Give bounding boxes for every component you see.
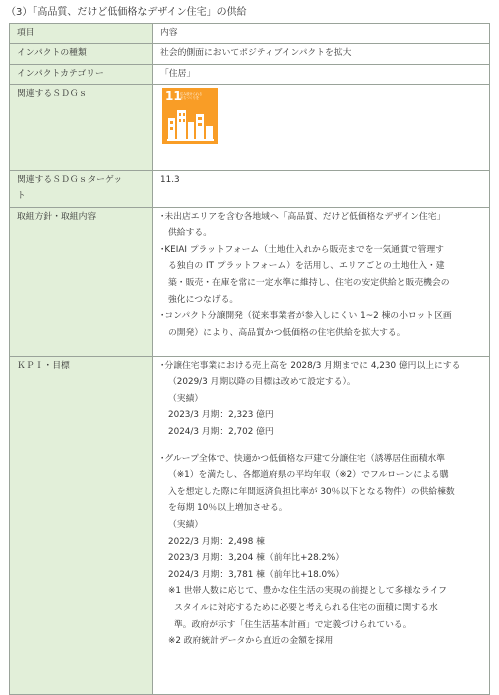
sdg-caption xyxy=(180,92,202,100)
row-label: 取組方針・取組内容 xyxy=(10,207,153,356)
row-value: 社会的側面においてポジティブインパクトを拡大 xyxy=(153,43,490,64)
text-line: 供給する。 xyxy=(168,228,212,239)
row-value xyxy=(153,356,490,694)
table-header-row xyxy=(10,24,490,44)
result-line: 2023/3 月期：2,323 億円 xyxy=(168,410,274,421)
row-label: インパクトの種類 xyxy=(10,43,153,64)
impact-table xyxy=(9,23,490,695)
row-value xyxy=(153,84,490,170)
text-line: （2029/3 月期以降の目標は改めて設定する）。 xyxy=(168,377,356,388)
sdg-caption-line: まちづくりを xyxy=(180,95,200,100)
footnote-line: ※1 世帯人数に応じて、豊かな住生活の実現の前提として多様なライフ xyxy=(168,586,447,597)
result-line: 2023/3 月期：3,204 棟（前年比+28.2%） xyxy=(168,553,345,564)
result-line: 2024/3 月期：3,781 棟（前年比+18.0%） xyxy=(168,569,345,580)
text-line: （※1）を満たし、各都道府県の平均年収（※2）でフルローンによる購 xyxy=(168,470,449,481)
text-line: を毎期 10％以上増加させる。 xyxy=(168,503,288,514)
table-row xyxy=(10,84,490,170)
text-line: ･未出店エリアを含む各地域へ「高品質、だけど低価格なデザイン住宅」 xyxy=(160,211,446,222)
results-label: （実績） xyxy=(168,519,204,530)
footnote-line: スタイルに対応するために必要と考えられる住宅の面積に関する水 xyxy=(174,602,438,613)
sdg-11-sustainable-cities-icon xyxy=(162,88,218,144)
table-row xyxy=(10,356,490,694)
results-label: （実績） xyxy=(168,393,204,404)
text-line: 築・販売・在庫を常に一定水準に維持し、住宅の安定供給と販売機会の xyxy=(168,277,450,288)
section-title: （3）「高品質、だけど低価格なデザイン住宅」の供給 xyxy=(6,7,247,18)
row-value: 11.3 xyxy=(153,170,490,207)
sdg-caption-line: 住み続けられる xyxy=(180,91,203,96)
row-value: 「住居」 xyxy=(153,64,490,84)
footnote-line: ※2 政府統計データから直近の金額を採用 xyxy=(168,636,334,647)
text-line: る独自の IT プラットフォーム）を活用し、エリアごとの土地仕入・建 xyxy=(168,261,445,272)
header-item: 項目 xyxy=(10,24,153,44)
text-line: 入を想定した際に年間返済負担比率が 30％以下となる物件）の供給棟数 xyxy=(168,486,455,497)
text-line: 強化につなげる。 xyxy=(168,294,239,305)
spacer xyxy=(160,441,484,451)
header-content: 内容 xyxy=(153,24,490,44)
text-line: ･グループ全体で、快適かつ低価格な戸建て分譲住宅（誘導居住面積水準 xyxy=(160,453,446,464)
table-row xyxy=(10,170,490,207)
row-label: 関連するＳＤＧｓターゲッ ト xyxy=(10,170,153,207)
sdg-number: 11 xyxy=(165,88,182,103)
result-line: 2022/3 月期：2,498 棟 xyxy=(168,536,265,547)
text-line: ･分譲住宅事業における売上高を 2028/3 月期までに 4,230 億円以上にする xyxy=(160,360,461,371)
row-label: 関連するＳＤＧｓ xyxy=(10,84,153,170)
text-line: ･KEIAI プラットフォーム（土地仕入れから販売までを一気通貫で管理す xyxy=(160,244,444,255)
result-line: 2024/3 月期：2,702 億円 xyxy=(168,426,274,437)
footnote-line: 準。政府が示す「住生活基本計画」で定義づけられている。 xyxy=(174,619,412,630)
table-row xyxy=(10,64,490,84)
row-label: ＫＰＩ・目標 xyxy=(10,356,153,694)
table-row xyxy=(10,207,490,356)
text-line: ･コンパクト分譲開発（従来事業者が参入しにくい 1~2 棟の小ロット区画 xyxy=(160,311,452,322)
row-value xyxy=(153,207,490,356)
row-label: インパクトカテゴリー xyxy=(10,64,153,84)
table-row xyxy=(10,43,490,64)
text-line: の開発）により、高品質かつ低価格の住宅供給を拡大する。 xyxy=(168,327,406,338)
